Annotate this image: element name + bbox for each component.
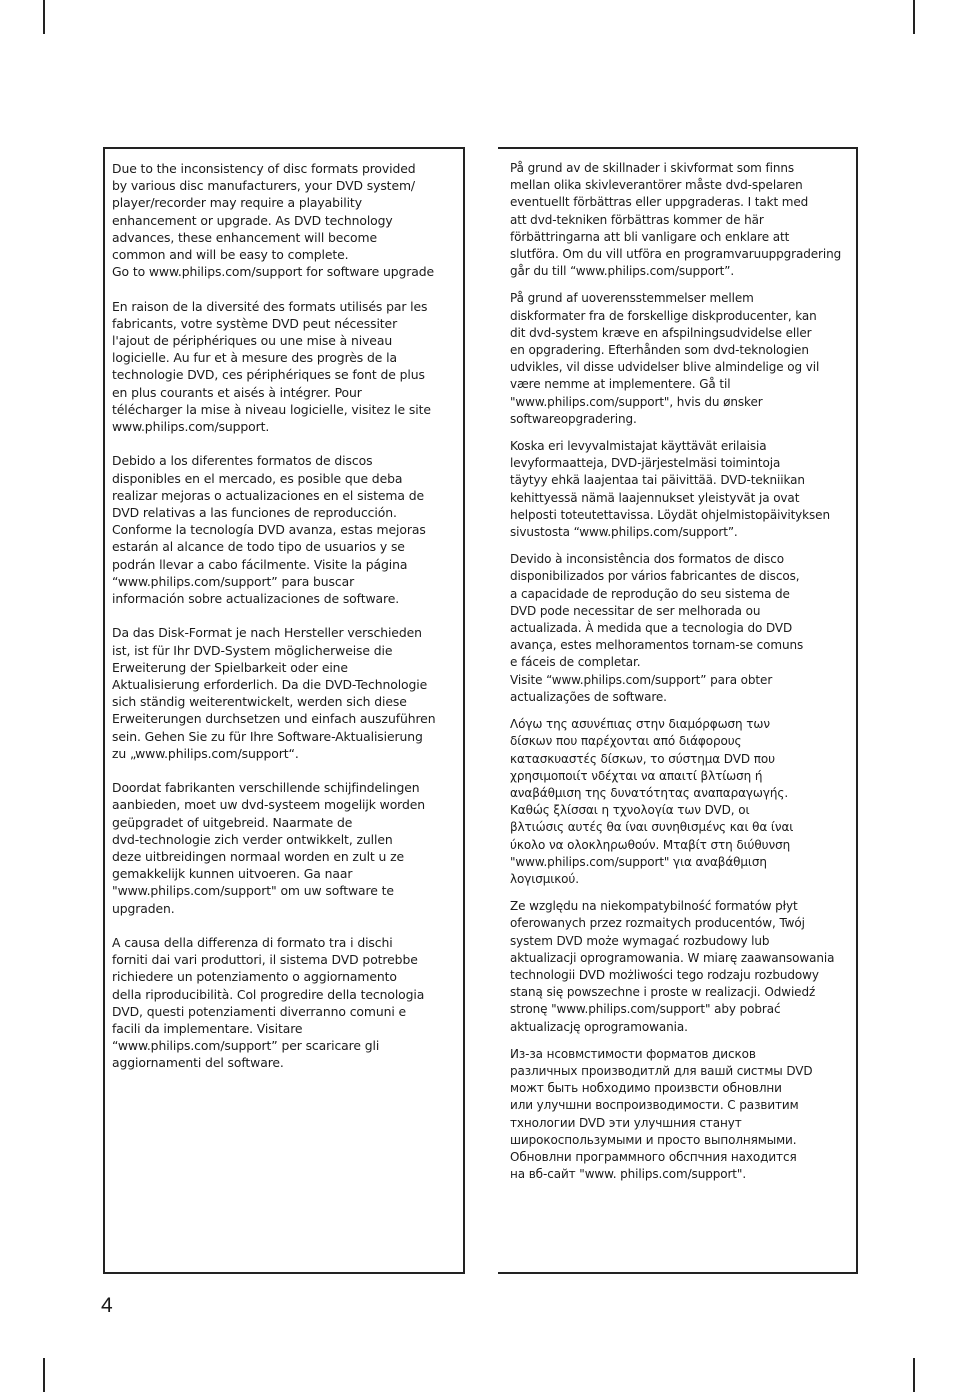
crop-mark bbox=[43, 1358, 45, 1392]
crop-mark bbox=[43, 0, 45, 34]
paragraph-finnish: Koska eri levyvalmistajat käyttävät erilaisia levyformaatteja, DVD-järjestelmäsi toimintoja täytyy ehkä laajentaa tai päivittää. DVD-tekniikan kehittyessä nämä laajennukset yleistyvät ja ovat helposti toteutettavissa. Löydät ohjelmistopäivityksen sivustosta “www.philips.com/support”. bbox=[510, 439, 830, 540]
paragraph-greek: Λόγω της ασυνέπιας στην διαμόρφωση των δίσκων που παρέχονται από διάφορους κατασκυαστές δίσκων, το σύστημα DVD που χρησιμοποιίτ νδέχται να απαιτί βλτίωση ή αναβάθμιση της δυνατότητας αναπαραγωγής. Καθώς ξλίσσαι η τχνολογία των DVD, οι βλτιώσις αυτές θα ίναι συνηθισμένς και θα ίναι ύκολο να ολοκληρωθούν. Μταβίτ στη διύθυνση "www.philips.com/support" για αναβάθμιση λογισμικού. bbox=[510, 717, 794, 886]
paragraph-dutch: Doordat fabrikanten verschillende schijfindelingen aanbieden, moet uw dvd-systeem mogelijk worden geüpgradet of uitgebreid. Naarmate de dvd-technologie zich verder ontwikkelt, zullen deze uitbreidingen normaal worden en zult u ze gemakkelijk kunnen uitvoeren. Ga naar "www.philips.com/support" om uw software te upgraden. bbox=[112, 780, 425, 916]
crop-mark bbox=[913, 1358, 915, 1392]
paragraph-portuguese: Devido à inconsistência dos formatos de disco disponibilizados por vários fabricantes de discos, a capacidade de reprodução do seu sistema de DVD pode necessitar de ser melhorada ou actualizada. À medida que a tecnologia do DVD avança, estes melhoramentos tornam-se comuns e fáceis de completar. Visite “www.philips.com/support” para obter actualizações de software. bbox=[510, 552, 804, 704]
paragraph-french: En raison de la diversité des formats utilisés par les fabricants, votre système DVD peut nécessiter l'ajout de périphériques ou une mise à niveau logicielle. Au fur et à mesure des progrès de la technologie DVD, ces périphériques se font de plus en plus courants et aisés à intégrer. Pour télécharger la mise à niveau logicielle, visitez le site www.philips.com/support. bbox=[112, 298, 431, 435]
paragraph-spanish: Debido a los diferentes formatos de discos disponibles en el mercado, es posible que deba realizar mejoras o actualizaciones en el sistema de DVD relativas a las funciones de reproducción. Conforme la tecnología DVD avanza, estas mejoras estarán al alcance de todo tipo de usuarios y se podrán llevar a cabo fácilmente. Visite la página “www.philips.com/support” para buscar información sobre actualizaciones de software. bbox=[112, 453, 426, 607]
paragraph-russian: Из-за нсовмстимости форматов дисков различных производитлй для вашй систмы DVD можт быть нобходимо произвсти обновлни или улучшни воспроизводимости. С развитим тхнологии DVD эти улучшния станут широкоспользумыми и просто выполнямыми. Обновлни программного обспчния находится на вб-сайт "www. philips.com/support". bbox=[510, 1046, 813, 1182]
paragraph-swedish: På grund av de skillnader i skivformat som finns mellan olika skivleverantörer måste dvd-spelaren eventuellt förbättras eller uppgraderas. I takt med att dvd-tekniken förbättras kommer de här förbättringarna att bli vanligare och enklare att slutföra. Om du vill utföra en programvaruuppgradering går du till “www.philips.com/support”. bbox=[510, 161, 842, 279]
crop-mark bbox=[913, 0, 915, 34]
paragraph-english: Due to the inconsistency of disc formats provided by various disc manufacturers, your DVD system/ player/recorder may require a playability enhancement or upgrade. As DVD technology advances, these enhancement will become common and will be easy to complete. Go to www.philips.com/support for software upgrade bbox=[112, 161, 435, 280]
paragraph-german: Da das Disk-Format je nach Hersteller verschieden ist, ist für Ihr DVD-System möglicherweise die Erweiterung der Spielbarkeit oder eine Aktualisierung erforderlich. Da die DVD-Technologie sich ständig weiterentwickelt, werden sich diese Erweiterungen durchsetzen und einfach auszuführen sein. Gehen Sie zu für Ihre Software-Aktualisierung zu „www.philips.com/support“. bbox=[112, 625, 436, 761]
paragraph-polish: Ze względu na niekompatybilność formatów płyt oferowanych przez rozmaitych producentów, Twój system DVD może wymagać rozbudowy lub aktualizacji oprogramowania. W miarę zaawansowania technologii DVD możliwości tego rodzaju rozbudowy staną się powszechne i proste w realizacji. Odwiedź stronę "www.philips.com/support" aby pobrać aktualizację oprogramowania. bbox=[510, 899, 835, 1034]
paragraph-danish: På grund af uoverensstemmelser mellem diskformater fra de forskellige diskproducenter, kan dit dvd-system kræve en afspilningsudvidelse eller en opgradering. Efterhånden som dvd-teknologien udvikles, vil disse udvidelser blive almindelige og vil være nemme at implementere. Gå til "www.philips.com/support", hvis du ønsker softwareopgradering. bbox=[510, 291, 820, 426]
page-number: 4 bbox=[101, 1294, 113, 1317]
right-text-column bbox=[510, 160, 850, 1193]
paragraph-italian: A causa della differenza di formato tra i dischi forniti dai vari produttori, il sistema DVD potrebbe richiedere un potenziamento o aggiornamento della riproducibilità. Col progredire della tecnologia DVD, questi potenziamenti diverranno comuni e facili da implementare. Visitare “www.philips.com/support” per scaricare gli aggiornamenti del software. bbox=[112, 935, 425, 1071]
left-text-column bbox=[112, 160, 464, 1089]
